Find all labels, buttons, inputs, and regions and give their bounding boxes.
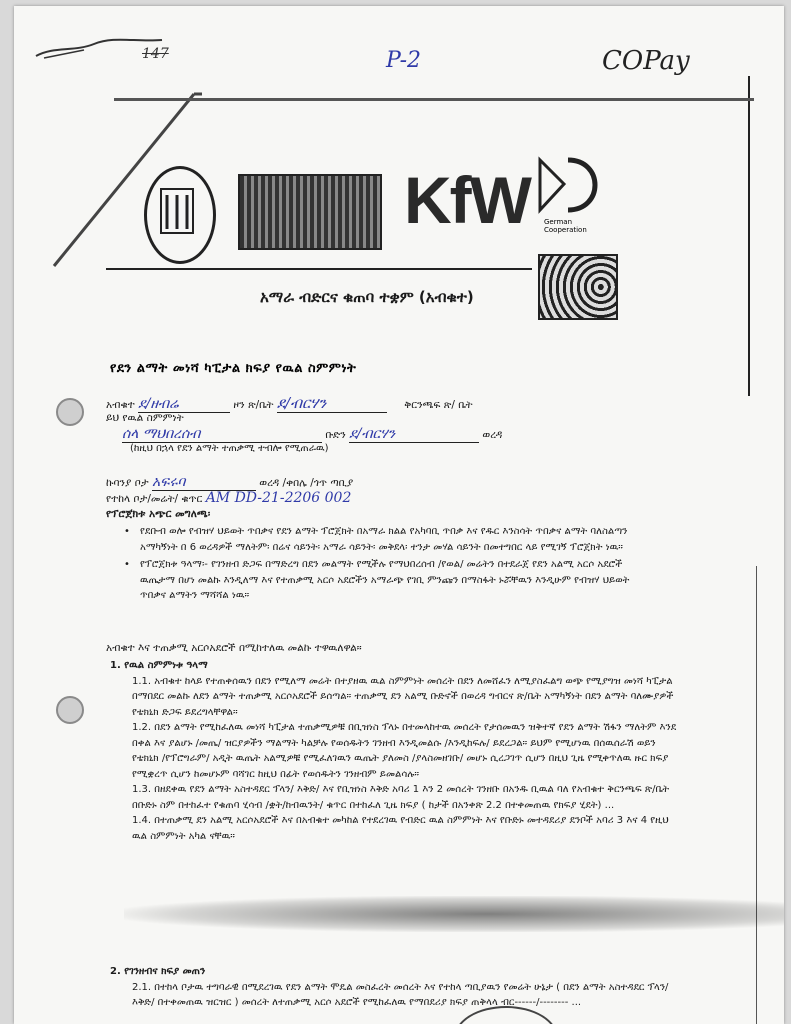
- section-1: [110, 658, 680, 844]
- value-location: አፍሩባ: [151, 474, 186, 490]
- section-2-item-1: 2.1. በተከላ ቦታዉ ተግባራዊ በሚደረገዉ የደን ልማት ሞዴል መስፈረት መሰረት እና የተከላ ጣቢያዉን የመሬት ሁኔታ ( በደን ልማት አስተዳደር ፕላን/እቅድ/ በተቀመጠዉ ዝርዝር ) መሰረት ለተጠቃሚ አርሶ አደሮች የሚከፈለዉ የማበደሪያ ክፍያ ጠቅላላ ብር------/-------- ...: [132, 981, 669, 1008]
- label-contract: ይህ የዉል ስምምነት: [106, 412, 184, 424]
- bank-logo-block: [238, 174, 382, 250]
- bullet-text-2: የፕሮጀክቱ ዓላማ፡- የገንዘብ ድጋፍ በማድረግ በደን መልማት የሚችሉ የማህበረሰብ /የወል/ መሬትን በተደራጀ የደን አልሚ አርሶ አደሮች ዉጤታማ በሆነ መልኩ እንዲለማ እና የተጠቃሚ አርሶ አደሮችን አማራጭ የገቢ ምንጩን በማስፋት ኑሯቸዉን እንዲሁም የብዝሃ ህይወት ጥበቃና ልማትን ማሻሻል ነዉ።: [140, 559, 630, 601]
- bullet-item-1: • የደቡብ ወሎ የብዝሃ ህይወት ጥበቃና የደን ልማት ፕሮጀክት በአማራ ክልል የአካባቢ ጥበቃ እና የዱር እንስሳት ጥበቃና ልማት ባለስልጣን አማካኝነት በ 6 ወረዳዎች ማለትም፡ በሬና ሳይንት፡ አማራ ሳይንት፡ መቅደላ፡ ተንታ መሃል ሳይንት በመተግበር ላይ የሚገኝ ፕሮጀክት ነዉ።: [124, 526, 628, 553]
- right-margin-line-lower: [756, 566, 757, 1024]
- document-title: የደን ልማት መነሻ ካፒታል ክፍያ የዉል ስምምነት: [110, 361, 357, 376]
- label-location2: ወረዳ /ቀበሌ /ጎጥ ጣቢያ: [259, 477, 354, 489]
- german-cooperation-label-1: German: [544, 218, 573, 226]
- value-group: ሰላ ማህበረሰብ: [122, 426, 201, 442]
- section-1-item-4: 1.4. በተጠቃሚ ደን አልሚ አርሶአደሮች እና በአብቁተ መካከል የተደረገዉ የብድር ዉል ስምምነት እና የቡድኑ መተዳደሪያ ደንቦች አባሪ 3 እና 4 የዚህ ዉል ስምምነት አካል ናቸዉ።: [132, 815, 669, 842]
- note-line: (ከዚህ በኋላ የደን ልማት ተጠቃሚ ተብሎ የሚጠራዉ): [130, 443, 329, 454]
- emblem-icon: [147, 169, 207, 255]
- german-cooperation-logo: [534, 154, 614, 236]
- label-branch: ቅርንጫፍ ጽ/ ቤት: [404, 399, 473, 411]
- page-mark: P-2: [386, 48, 422, 73]
- agreement-line: አብቁተ እና ተጠቃሚ አርሶአደሮች በሚከተለዉ መልኩ ተዋዉለዋል።: [106, 642, 362, 654]
- header-top-band: [114, 98, 754, 101]
- section-1-item-2: 1.2. በደን ልማት የሚከፈለዉ መነሻ ካፒታል ተጠቃሚዎቹ በቢዝነስ ፕላኑ በተመላከተዉ መሰረት የታሰመዉን ዝቅተኛ የደን ልማት ሽፋን ማለትም እንደ በቀል እና ያልሆኑ /መጤ/ ዝርያዎችን ማልማት ካልቻሉ የወሰዱትን ገንዘብ እንዲመልሱ /እንዲከፍሉ/ ይደረጋል። ይህም የሚሆነዉ በሰዉሰራሽ ወይን የቴክኒክ /የፕሮግራም/ አዲት ዉጤት አልሚዎቹ የሚፈለገዉን ዉጤት ያለመስ /ያላስመዘገቡ/ መሆኑ ሲረጋገጥ ሲሆን በዚህ ጊዜ የሚቀጥለዉ ዙር ክፍያ የሚቋረጥ ሲሆን ከመሆኑም ባሻገር ከዚህ በፊት የወሰዱትን ገንዘብም ይመልሳሉ።: [132, 722, 677, 780]
- value-project-code: AM DD-21-2206 002: [205, 490, 352, 506]
- section-2-heading: 2. የገንዘብና ክፍያ መጠን: [110, 966, 206, 977]
- scan-smudge: [124, 896, 784, 932]
- german-cooperation-label-2: Cooperation: [544, 226, 587, 234]
- label-zone: ዞን ጽ/ቤት: [233, 399, 274, 411]
- field-row-5: [106, 490, 351, 506]
- acsi-logo: [538, 254, 618, 320]
- header-divider: [106, 268, 532, 270]
- organization-name: አማራ ብድርና ቁጠባ ተቋም (አብቁተ): [260, 288, 474, 306]
- bullet-list: [124, 524, 654, 604]
- value-forest: ደ/ብርሃን: [349, 426, 396, 442]
- value-zone: ደ/ብርሃን: [276, 394, 327, 412]
- label-woreda: ወረዳ: [482, 429, 503, 441]
- section-1-heading: 1. የዉል ስምምነቱ ዓላማ: [110, 660, 208, 671]
- field-row-4: [106, 474, 353, 491]
- amhara-emblem-logo: [144, 166, 216, 264]
- punch-hole-bottom: [56, 696, 84, 724]
- german-cooperation-icon: [534, 154, 614, 214]
- section-1-item-3: 1.3. በዘደቀዉ የደን ልማት አስተዳደር ፕላን/ እቅድ/ እና የቢዝነስ እቅድ አባሪ 1 እን 2 መሰረት ገንዘቡ በአንዱ ቢዉል ባለ የአብቁተ ቅርንጫፍ ጽ/ቤት በቡድኑ ስም በተከፈተ የቁጠባ ሂሳብ /ቋት/ከብዉንት/ ቁጥር በተከፈለ ጊዜ ክፍያ ( ከታች በአንቀጽ 2.2 በተቀመጠዉ የክፍያ ሂደት) ...: [132, 784, 670, 811]
- field-row-2: [106, 412, 184, 425]
- copy-mark: COPay: [602, 46, 690, 76]
- value-abkute: ደ/ዘብሬ: [138, 396, 179, 412]
- scanned-page: [14, 6, 784, 1024]
- label-project-code: የተከላ ቦታ/መሬት/ ቁጥር: [106, 493, 203, 505]
- field-row-3: [122, 426, 502, 443]
- label-forest: ቡድን: [325, 429, 346, 441]
- bullet-item-2: • የፕሮጀክቱ ዓላማ፡- የገንዘብ ድጋፍ በማድረግ በደን መልማት የሚችሉ የማህበረሰብ /የወል/ መሬትን በተደራጀ የደን አልሚ አርሶ አደሮች ዉጤታማ በሆነ መልኩ እንዲለማ እና የተጠቃሚ አርሶ አደሮችን አማራጭ የገቢ ምንጩን በማስፋት ኑሯቸዉን እንዲሁም የብዝሃ ህይወት ጥበቃና ልማትን ማሻሻል ነዉ።: [124, 559, 630, 601]
- section-1-item-1: 1.1. አብቁተ ከላይ የተጠቀሰዉን በደን የሚለማ መሬት በተያዘዉ ዉል ስምምነት መሰረት በደን ለመሸፈን ለሚያስፈልግ ወጭ የሚያግዝ መነሻ ካፒታል በማበደር መልኩ ለደን ልማት ተጠቃሚ አርሶአደሮች ይሰጣል። ተጠቃሚ ደን አልሚ ቡድኖች በወረዳ ግብርና ጽ/ቤት አማካኝነት በደን ልማት ባለሙያዎች የቴክኒክ ድጋፍ ይደረግላቸዋል።: [132, 675, 674, 718]
- section-2: [110, 964, 680, 1011]
- label-location: ኩባንያ ቦታ: [106, 477, 149, 489]
- kfw-logo: KfW: [404, 163, 530, 237]
- page-number-scribble: 147: [142, 46, 169, 62]
- bullet-text-1: የደቡብ ወሎ የብዝሃ ህይወት ጥበቃና የደን ልማት ፕሮጀክት በአማራ ክልል የአካባቢ ጥበቃ እና የዱር እንስሳት ጥበቃና ልማት ባለስልጣን አማካኝነት በ 6 ወረዳዎች ማለትም፡ በሬና ሳይንት፡ አማራ ሳይንት፡ መቅደላ፡ ተንታ መሃል ሳይንት በመተግበር ላይ የሚገኝ ፕሮጀክት ነዉ።: [140, 526, 628, 553]
- field-row-1: [106, 394, 473, 413]
- label-abkute: አብቁተ: [106, 399, 135, 411]
- punch-hole-top: [56, 398, 84, 426]
- section-intro: የፕሮጀክቱ አጭር መግለጫ፡: [106, 508, 211, 520]
- right-margin-line: [748, 76, 750, 396]
